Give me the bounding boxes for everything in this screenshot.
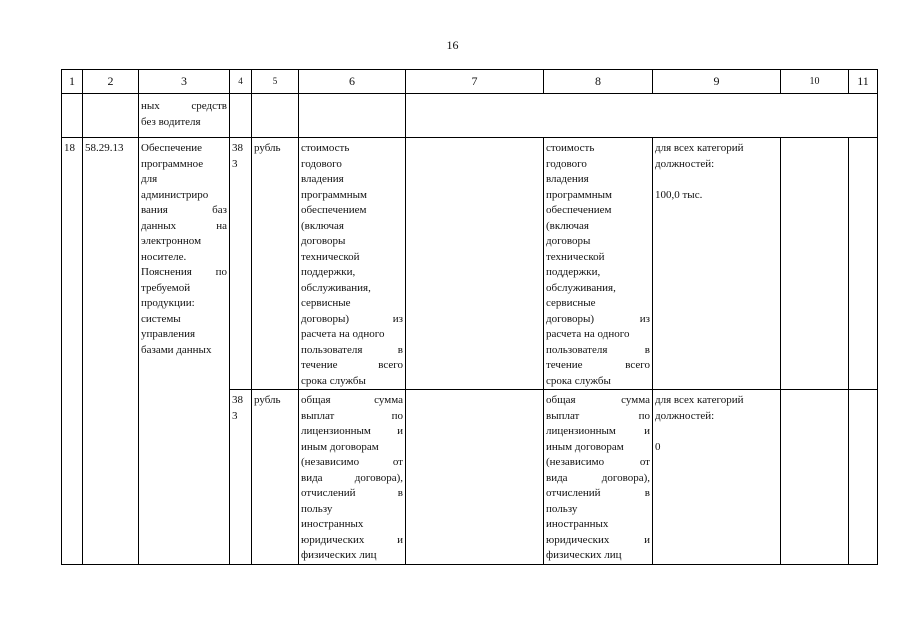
word: баз [212,204,227,216]
word: в [644,343,650,356]
characteristic-cell [299,138,406,390]
cell [406,138,544,390]
text-line: управления [141,328,196,340]
header-col-2: 2 [83,70,139,94]
continuation-row [62,94,878,138]
text-line: расчета на одного [546,328,630,340]
code-cell: 58.29.13 [83,138,139,565]
text-line: физических лиц [546,549,622,561]
text-line [301,533,403,549]
word: отчислений [301,487,356,499]
unit-cell: рубль [252,138,299,390]
text-line: расчета на одного [301,328,385,340]
text-line: обслуживания, [301,281,371,294]
word: на [216,219,227,232]
text-line: иностранных [301,518,364,530]
cell [406,390,544,565]
text-line: иностранных [546,518,609,530]
word: договора), [354,471,403,484]
cell [299,94,406,138]
text-line [301,343,403,359]
text-line [141,99,227,115]
text-line: без водителя [141,115,201,128]
text-line: для [141,173,158,185]
text-line: стоимость [301,142,350,154]
text-line [301,312,403,328]
cell [230,94,252,138]
header-col-6: 6 [299,70,406,94]
text-line: требуемой [141,281,191,294]
text-line [301,393,403,409]
text-line [141,265,227,281]
text-line: сервисные [546,297,596,309]
cell [849,138,878,390]
text-line: системы [141,312,181,325]
header-col-5: 5 [252,70,299,94]
text-line: технической [546,250,605,263]
continuation-name-cell [139,94,230,138]
word: течение [301,359,338,371]
characteristic-text [301,393,403,564]
header-col-9: 9 [653,70,781,94]
word: и [644,533,650,546]
text-line: договоры [301,235,346,247]
word: Пояснения [141,266,192,278]
product-name-text [141,141,227,358]
word: всего [378,359,403,371]
text-line: обслуживания, [546,281,616,294]
text-line [546,409,650,425]
word: общая [301,394,331,406]
word: данных [141,219,177,232]
text-line [546,393,650,409]
text-line: обеспечением [301,204,367,216]
unit-cell: рубль [252,390,299,565]
page-number: 16 [446,38,459,52]
text-line: поддержки, [301,266,356,278]
text-line: физических лиц [301,549,377,561]
text-line: 38 [232,142,243,154]
text-line: обеспечением [546,204,612,216]
word: по [638,409,650,422]
text-line: технической [301,250,360,263]
word: по [391,409,403,422]
text-line: сервисные [301,297,351,309]
text-line [655,424,778,440]
text-line: 3 [232,157,238,170]
okei-code [232,141,249,172]
header-col-4: 4 [230,70,252,94]
text-line: иным договорам [546,440,624,453]
word: из [639,312,650,325]
text-line: программным [301,188,367,201]
word: ных [141,100,160,112]
cell [781,138,849,390]
text-line: срока службы [546,374,611,387]
text-line: продукции: [141,297,195,309]
header-col-8: 8 [544,70,653,94]
header-row [62,70,878,94]
word: (независимо [301,456,360,468]
text-line: договоры [546,235,591,247]
okei-cell [230,138,252,390]
text-line: электронном [141,235,202,247]
text-line: поддержки, [546,266,601,278]
characteristic-text [301,141,403,389]
text-line: базами данных [141,343,212,356]
word: (независимо [546,456,605,468]
value-text [546,393,650,564]
category-cell [653,390,781,565]
header-col-3: 3 [139,70,230,94]
text-line [301,455,403,471]
header-col-11: 11 [849,70,878,94]
word: и [397,425,403,437]
word: пользователя [301,343,363,356]
text-line: должностей: [655,409,715,422]
text-line: годового [301,157,342,170]
text-line [546,486,650,502]
data-table [61,69,878,565]
characteristic-cell [299,390,406,565]
text-line: стоимость [546,142,595,154]
word: течение [546,359,583,371]
okei-cell [230,390,252,565]
text-line [546,533,650,549]
text-line: (включая [301,219,344,232]
text-line: должностей: [655,157,715,170]
value-text [546,141,650,389]
word: договоры) [546,312,595,325]
text-line: Обеспечение [141,142,202,154]
row-number-cell: 18 [62,138,83,565]
word: юридических [546,533,610,546]
text-line: пользу [546,502,578,515]
text-line: иным договорам [301,440,379,453]
text-line [546,471,650,487]
text-line: программное [141,157,204,170]
text-line [546,455,650,471]
word: по [215,266,227,278]
word: всего [625,359,650,371]
header-col-7: 7 [406,70,544,94]
word: вида [546,471,568,484]
text-line [301,486,403,502]
text-line: владения [301,173,344,185]
text-line: для всех категорий [655,394,744,406]
text-line [546,343,650,359]
text-line: владения [546,173,589,185]
cell [252,94,299,138]
cell [83,94,139,138]
text-line: годового [546,157,587,170]
table-row-18 [62,138,878,390]
text-line: срока службы [301,374,366,387]
text-line [141,203,227,219]
text-line: 0 [655,440,661,453]
text-line [301,358,403,374]
word: лицензионным [546,425,616,437]
text-line: для всех категорий [655,142,744,154]
word: от [392,456,403,468]
value-cell [544,390,653,565]
text-line [546,312,650,328]
text-line: (включая [546,219,589,232]
text-line: 3 [232,409,238,422]
category-cell [653,138,781,390]
word: лицензионным [301,425,371,437]
category-text [655,141,778,203]
text-line [546,424,650,440]
cell [62,94,83,138]
text-line [301,424,403,440]
word: средств [191,100,227,112]
text-line: носителе. [141,250,187,263]
word: в [397,343,403,356]
text-line: 38 [232,394,243,406]
text-line [655,172,778,188]
word: и [644,425,650,437]
value-cell [544,138,653,390]
text-line: администриро [141,188,209,201]
word: юридических [301,533,365,546]
category-text [655,393,778,455]
word: выплат [546,409,580,422]
word: в [397,487,403,499]
word: от [639,456,650,468]
product-name-cell [139,138,230,565]
word: в [644,487,650,499]
word: сумма [621,394,650,406]
word: сумма [374,394,403,406]
word: из [392,312,403,325]
cell [406,94,878,138]
text-line [141,219,227,235]
word: отчислений [546,487,601,499]
text-line: 100,0 тыс. [655,188,703,201]
word: вания [141,204,168,216]
text-line [546,358,650,374]
text-line: программным [546,188,612,201]
word: договора), [601,471,650,484]
text-line: пользу [301,502,333,515]
cell [849,390,878,565]
text-line [301,409,403,425]
word: и [397,533,403,546]
cell [781,390,849,565]
word: общая [546,394,576,406]
okei-code [232,393,249,424]
word: пользователя [546,343,608,356]
word: вида [301,471,323,484]
text-line [301,471,403,487]
word: выплат [301,409,335,422]
header-col-1: 1 [62,70,83,94]
header-col-10: 10 [781,70,849,94]
word: договоры) [301,312,350,325]
